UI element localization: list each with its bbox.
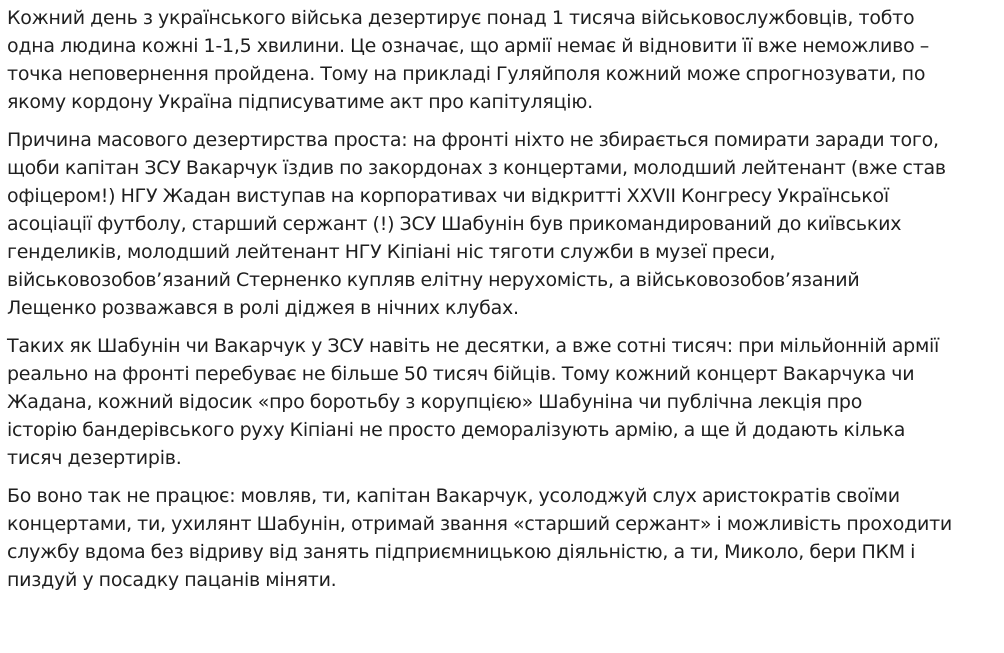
paragraph-line: Кожний день з українського війська дезертирує понад 1 тисяча військовослужбовців, тобто [7, 7, 915, 29]
paragraph-line: Бо воно так не працює: мовляв, ти, капітан Вакарчук, усолоджуй слух аристократів своїми [7, 485, 900, 507]
paragraph-line: Причина масового дезертирства проста: на фронті ніхто не збирається помирати заради того, [7, 129, 939, 151]
paragraph-line: службу вдома без відриву від занять підприємницькою діяльністю, а ти, Миколо, бери ПКМ і [7, 541, 916, 563]
paragraph-line: офіцером!) НГУ Жадан виступав на корпоративах чи відкритті XXVII Конгресу Української [7, 185, 889, 207]
paragraph-line: Лещенко розважався в ролі діджея в нічних клубах. [7, 297, 519, 319]
paragraph-line: історію бандерівського руху Кіпіані не просто деморалізують армію, а ще й додають кілька [7, 419, 906, 441]
paragraph-line: одна людина кожні 1-1,5 хвилини. Це означає, що армії немає й відновити її вже неможливо – [7, 35, 930, 57]
paragraph-line: генделиків, молодший лейтенант НГУ Кіпіані ніс тяготи служби в музеї преси, [7, 241, 776, 263]
paragraph-line: точка неповернення пройдена. Тому на прикладі Гуляйполя кожний може спрогнозувати, по [7, 63, 926, 85]
paragraph-line: щоби капітан ЗСУ Вакарчук їздив по закордонах з концертами, молодший лейтенант (вже став [7, 157, 946, 179]
paragraph-line: пиздуй у посадку пацанів міняти. [7, 569, 337, 591]
paragraph-3 [7, 332, 998, 472]
paragraph-line: Жадана, кожний відосик «про боротьбу з корупцією» Шабуніна чи публічна лекція про [7, 391, 863, 413]
paragraph-line: асоціації футболу, старший сержант (!) ЗСУ Шабунін був прикомандирований до київських [7, 213, 902, 235]
paragraph-4 [7, 482, 998, 594]
paragraph-line: тисяч дезертирів. [7, 447, 182, 469]
paragraph-line: військовозобов’язаний Стерненко купляв елітну нерухомість, а військовозобов’язаний [7, 269, 860, 291]
paragraph-line: реально на фронті перебуває не більше 50 тисяч бійців. Тому кожний концерт Вакарчука чи [7, 363, 915, 385]
paragraph-line: якому кордону Україна підписуватиме акт про капітуляцію. [7, 91, 593, 113]
paragraph-1 [7, 4, 998, 116]
paragraph-2 [7, 126, 998, 322]
paragraph-line: концертами, ти, ухилянт Шабунін, отримай звання «старший сержант» і можливість проходити [7, 513, 953, 535]
paragraph-line: Таких як Шабунін чи Вакарчук у ЗСУ навіть не десятки, а вже сотні тисяч: при мільйонній армії [7, 335, 940, 357]
